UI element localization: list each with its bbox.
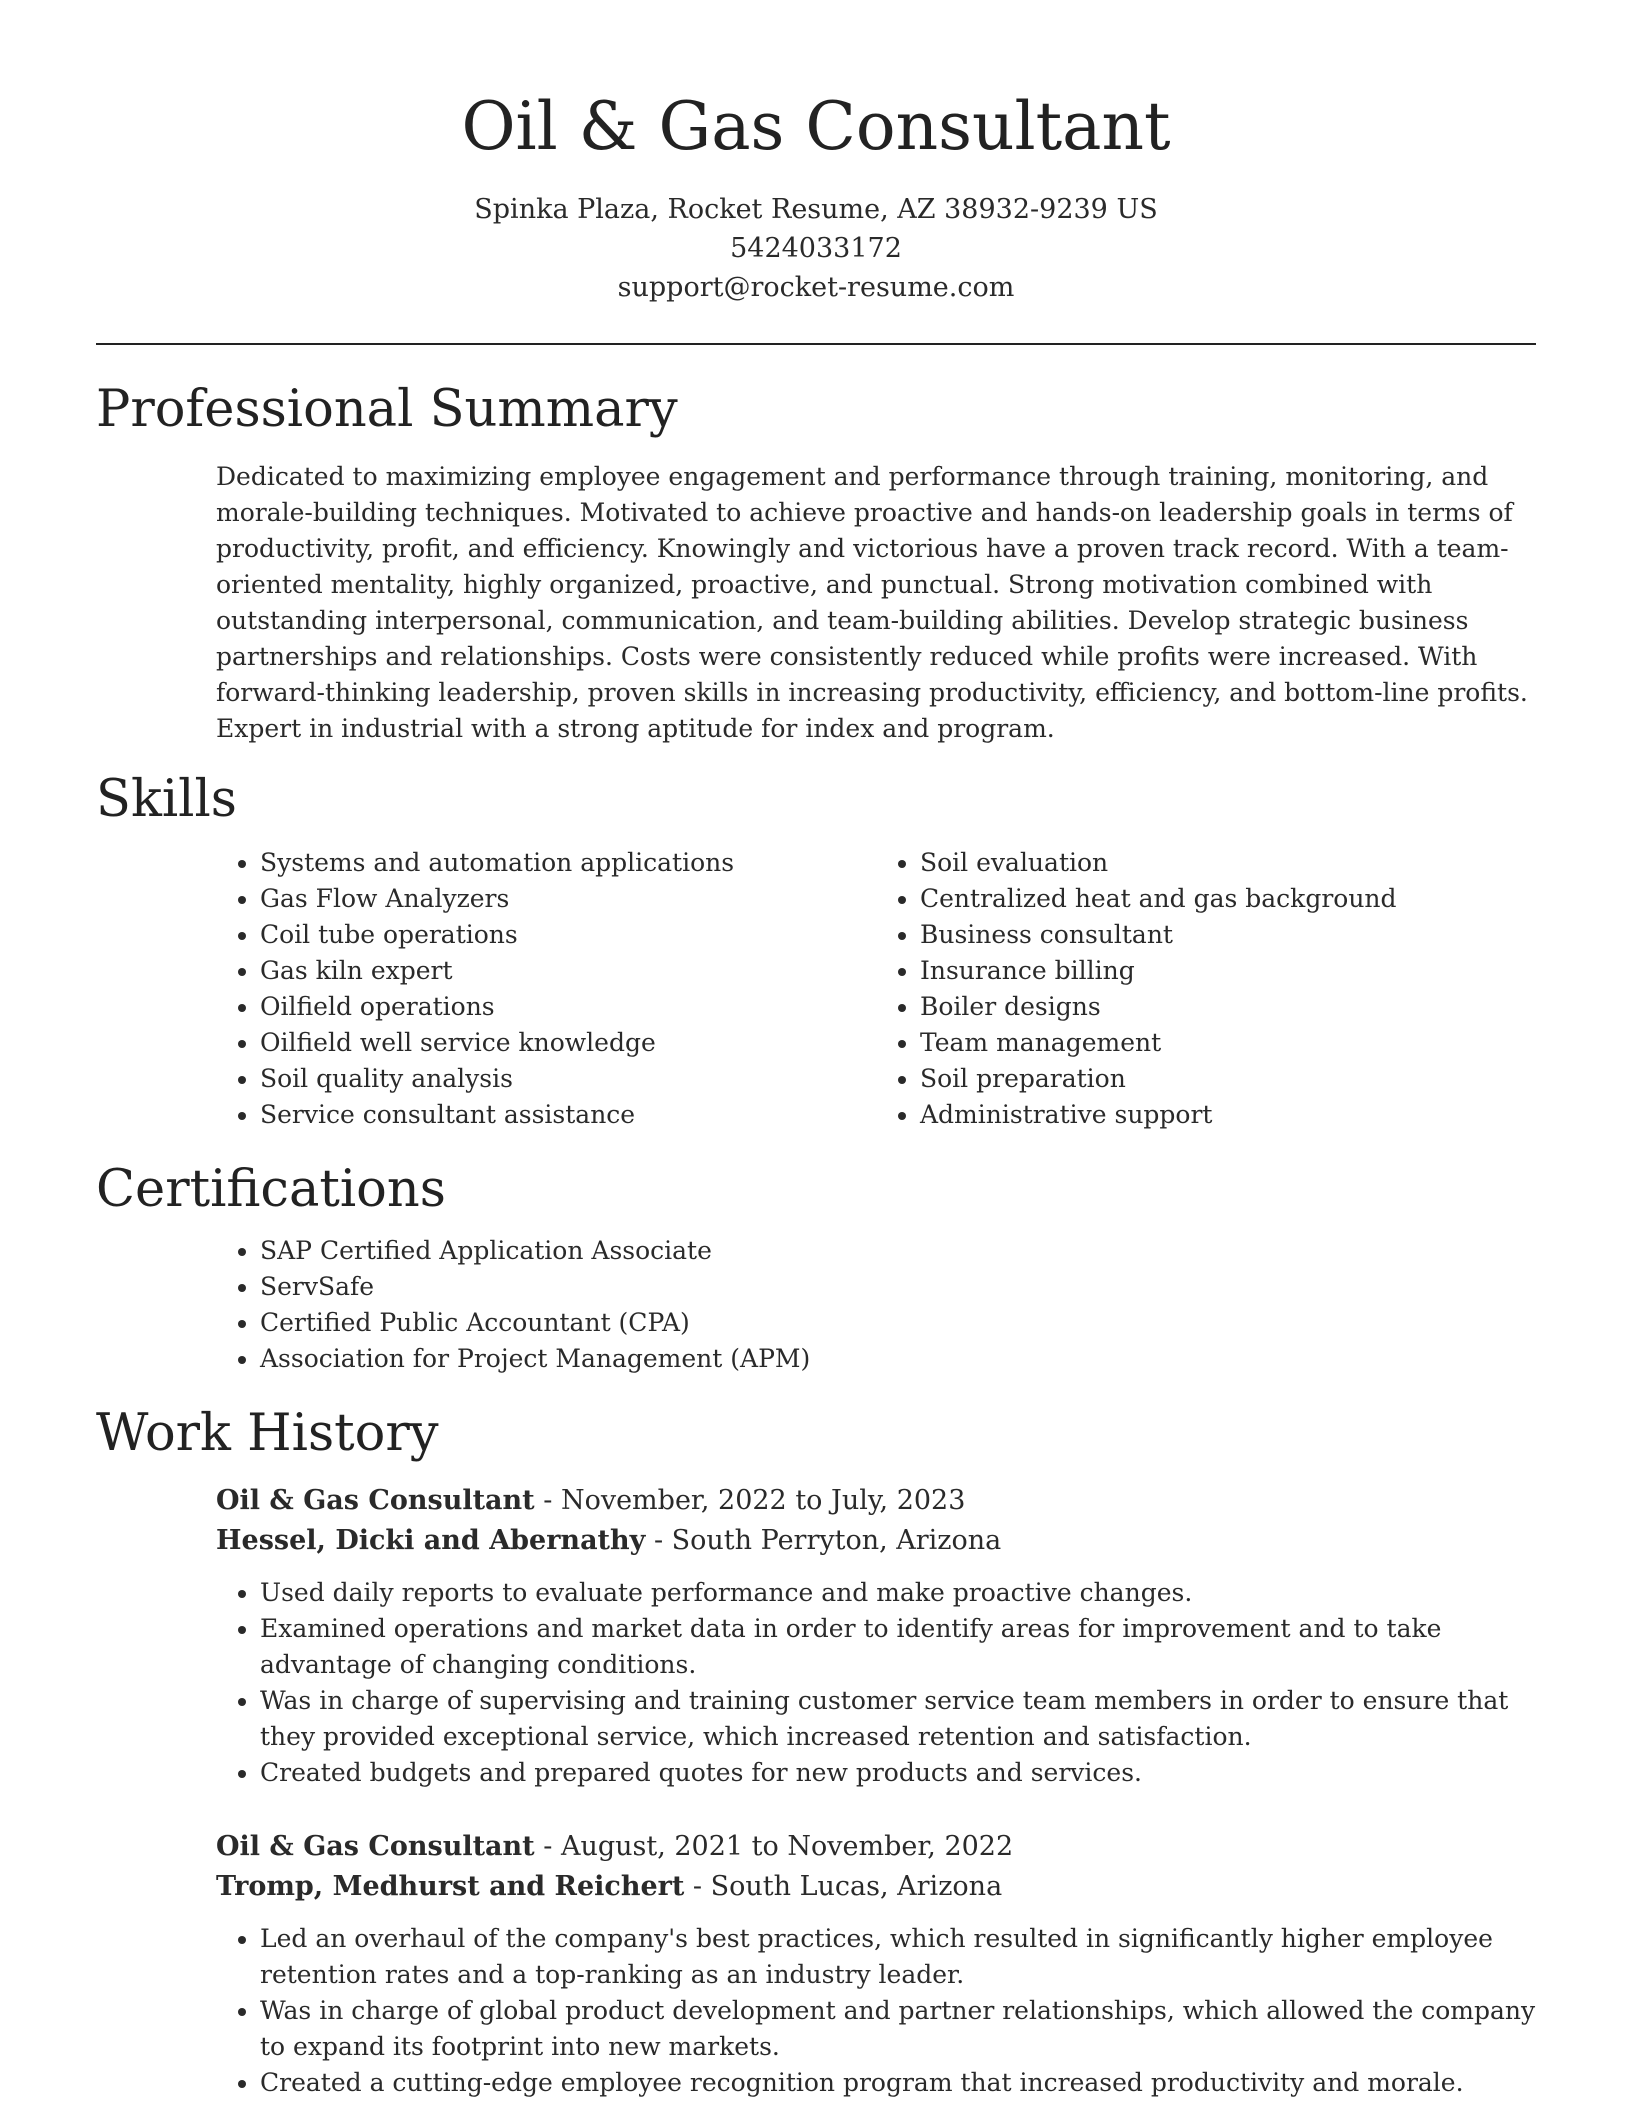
header-divider	[96, 343, 1536, 345]
skills-grid	[216, 845, 1536, 1133]
job-bullets	[216, 1921, 1536, 2101]
job-company: Tromp, Medhurst and Reichert	[216, 1871, 685, 1902]
skills-heading: Skills	[96, 770, 237, 829]
skill-item: • Centralized heat and gas background	[920, 881, 1536, 917]
skill-item: • Service consultant assistance	[260, 1097, 876, 1133]
contact-address: Spinka Plaza, Rocket Resume, AZ 38932-9239 US	[474, 194, 1158, 225]
skill-item: • Administrative support	[920, 1097, 1536, 1133]
contact-block	[96, 190, 1536, 307]
skill-item: • Boiler designs	[920, 989, 1536, 1025]
job-bullet: • Led an overhaul of the company's best practices, which resulted in significantly higher employee retention rates and a top-ranking as an industry leader.	[260, 1921, 1536, 1993]
skill-item: • Gas Flow Analyzers	[260, 881, 876, 917]
summary-text: Dedicated to maximizing employee engagement and performance through training, monitoring, and morale-building techniques. Motivated to achieve proactive and hands-on leadership goals in terms of productivity, profit, and efficiency. Knowingly and victorious have a proven track record. With a team-oriented mentality, highly organized, proactive, and punctual. Strong motivation combined with outstanding interpersonal, communication, and team-building abilities. Develop strategic business partnerships and relationships. Costs were consistently reduced while profits were increased. With forward-thinking leadership, proven skills in increasing productivity, efficiency, and bottom-line profits. Expert in industrial with a strong aptitude for index and program.	[216, 462, 1528, 743]
skill-item: • Soil evaluation	[920, 845, 1536, 881]
job-location: - South Perryton, Arizona	[645, 1525, 1002, 1556]
candidate-title: Oil & Gas Consultant	[461, 88, 1171, 165]
skill-item: • Coil tube operations	[260, 917, 876, 953]
certifications-heading: Certifications	[96, 1160, 446, 1219]
job-entry	[216, 1481, 1536, 1791]
skill-item: • Oilfield well service knowledge	[260, 1025, 876, 1061]
summary-heading: Professional Summary	[96, 380, 678, 439]
job-bullets	[216, 1575, 1536, 1791]
skills-list-right	[876, 845, 1536, 1133]
job-dates: - August, 2021 to November, 2022	[534, 1831, 1014, 1862]
certification-item: • Certified Public Accountant (CPA)	[260, 1305, 1536, 1341]
work-history-heading: Work History	[96, 1404, 439, 1463]
job-company: Hessel, Dicki and Abernathy	[216, 1525, 646, 1556]
job-bullet: • Used daily reports to evaluate performance and make proactive changes.	[260, 1575, 1536, 1611]
certification-item: • Association for Project Management (APM)	[260, 1341, 1536, 1377]
certifications-list	[216, 1233, 1536, 1377]
job-bullet: • Was in charge of supervising and training customer service team members in order to ensure that they provided exceptional service, which increased retention and satisfaction.	[260, 1683, 1536, 1755]
skill-item: • Oilfield operations	[260, 989, 876, 1025]
job-role-line	[216, 1481, 1536, 1521]
job-role: Oil & Gas Consultant	[216, 1485, 535, 1516]
job-bullet: • Created a cutting-edge employee recognition program that increased productivity and morale.	[260, 2065, 1536, 2101]
job-dates: - November, 2022 to July, 2023	[534, 1485, 966, 1516]
skills-list-left	[216, 845, 876, 1133]
certification-item: • ServSafe	[260, 1269, 1536, 1305]
skill-item: • Soil preparation	[920, 1061, 1536, 1097]
job-entry	[216, 1827, 1536, 2101]
job-bullet: • Examined operations and market data in order to identify areas for improvement and to take advantage of changing conditions.	[260, 1611, 1536, 1683]
certification-item: • SAP Certified Application Associate	[260, 1233, 1536, 1269]
skill-item: • Insurance billing	[920, 953, 1536, 989]
job-role-line	[216, 1827, 1536, 1867]
contact-email: support@rocket-resume.com	[617, 272, 1015, 303]
job-role: Oil & Gas Consultant	[216, 1831, 535, 1862]
job-bullet: • Was in charge of global product development and partner relationships, which allowed the company to expand its footprint into new markets.	[260, 1993, 1536, 2065]
job-company-line	[216, 1867, 1536, 1907]
skill-item: • Systems and automation applications	[260, 845, 876, 881]
resume-header	[96, 0, 1536, 307]
contact-phone: 5424033172	[730, 233, 902, 264]
skill-item: • Soil quality analysis	[260, 1061, 876, 1097]
resume-page	[96, 0, 1536, 2101]
skill-item: • Gas kiln expert	[260, 953, 876, 989]
job-bullet: • Created budgets and prepared quotes for new products and services.	[260, 1755, 1536, 1791]
skill-item: • Business consultant	[920, 917, 1536, 953]
skill-item: • Team management	[920, 1025, 1536, 1061]
job-location: - South Lucas, Arizona	[684, 1871, 1003, 1902]
job-company-line	[216, 1521, 1536, 1561]
